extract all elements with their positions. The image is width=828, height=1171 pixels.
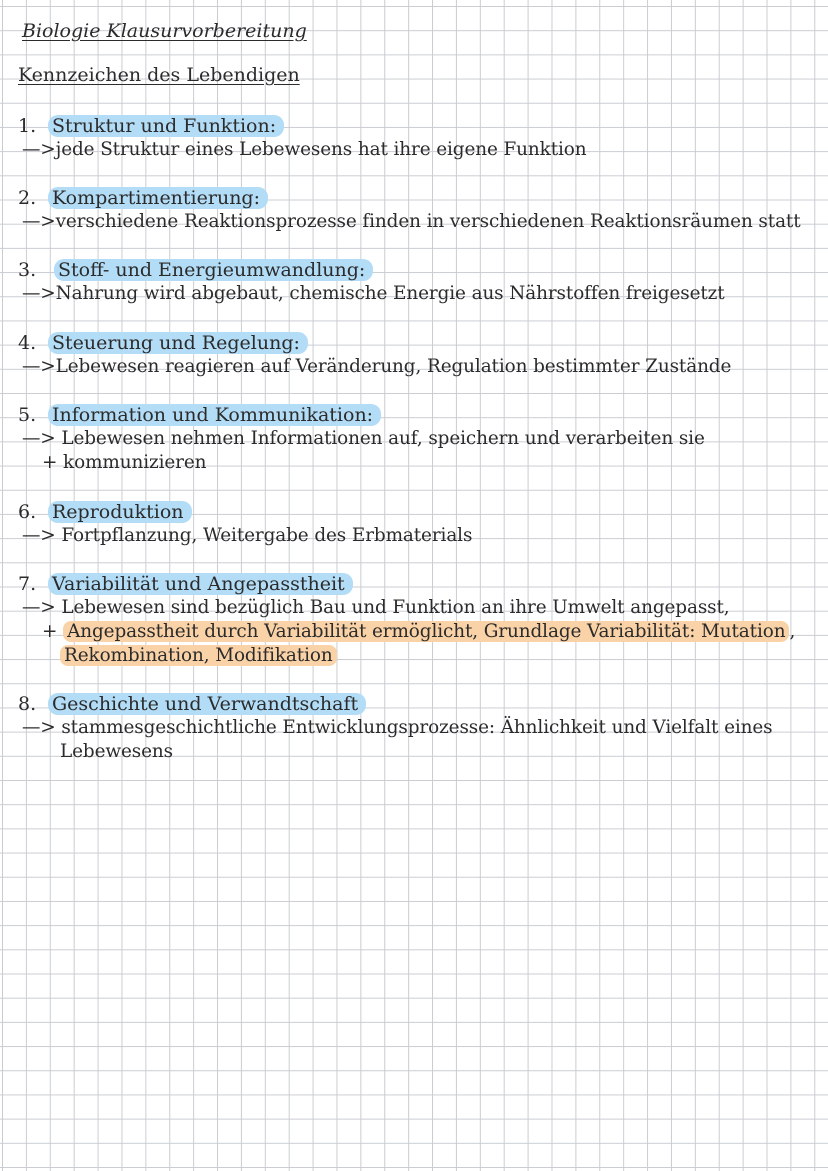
item-number: 3. (18, 259, 37, 281)
item-heading: Reproduktion (48, 501, 192, 523)
item-heading: Information und Kommunikation: (48, 404, 381, 426)
item-heading-line (18, 114, 284, 138)
highlighted-note: Angepasstheit durch Variabilität ermöglicht, Grundlage Variabilität: Mutation (63, 621, 789, 642)
item-number: 6. (18, 501, 37, 523)
item-description: —>jede Struktur eines Lebewesens hat ihre eigene Funktion (22, 139, 587, 160)
item-heading: Variabilität und Angepasstheit (48, 573, 353, 595)
item-heading-line (18, 500, 192, 524)
highlighted-note: Rekombination, Modifikation (60, 645, 337, 666)
item-description-continued (60, 644, 337, 668)
item-heading: Kompartimentierung: (48, 187, 268, 209)
item-heading-line (18, 692, 366, 716)
item-description: —>Lebewesen reagieren auf Veränderung, Regulation bestimmter Zustände (22, 356, 732, 377)
item-heading-line (18, 186, 268, 210)
item-number: 7. (18, 573, 37, 595)
item-description: —>Nahrung wird abgebaut, chemische Energie aus Nährstoffen freigesetzt (22, 283, 725, 304)
item-description: —> Fortpflanzung, Weitergabe des Erbmaterials (22, 525, 473, 546)
item-heading-line (18, 403, 381, 427)
item-description-continued: Lebewesens (60, 741, 173, 762)
item-description: —>verschiedene Reaktionsprozesse finden in verschiedenen Reaktionsräumen statt (22, 211, 801, 232)
item-number: 5. (18, 404, 37, 426)
trailing-comma: , (789, 621, 796, 642)
item-description: —> stammesgeschichtliche Entwicklungsprozesse: Ähnlichkeit und Vielfalt eines (22, 717, 773, 738)
item-heading-line (18, 572, 353, 596)
item-heading: Geschichte und Verwandtschaft (48, 693, 366, 715)
document-title: Biologie Klausurvorbereitung (22, 20, 307, 42)
item-description-continued: + kommunizieren (42, 452, 207, 473)
item-number: 1. (18, 115, 37, 137)
item-heading-line (18, 258, 373, 282)
item-heading: Steuerung und Regelung: (48, 332, 308, 354)
item-description-continued (42, 620, 795, 644)
item-description: —> Lebewesen nehmen Informationen auf, speichern und verarbeiten sie (22, 428, 705, 449)
item-description: —> Lebewesen sind bezüglich Bau und Funktion an ihre Umwelt angepasst, (22, 597, 730, 618)
item-number: 8. (18, 693, 37, 715)
section-title: Kennzeichen des Lebendigen (18, 64, 300, 86)
item-number: 4. (18, 332, 37, 354)
item-heading-line (18, 331, 308, 355)
item-number: 2. (18, 187, 37, 209)
item-heading: Struktur und Funktion: (48, 115, 284, 137)
item-heading: Stoff- und Energieumwandlung: (54, 259, 373, 281)
plus-sign: + (42, 621, 58, 642)
